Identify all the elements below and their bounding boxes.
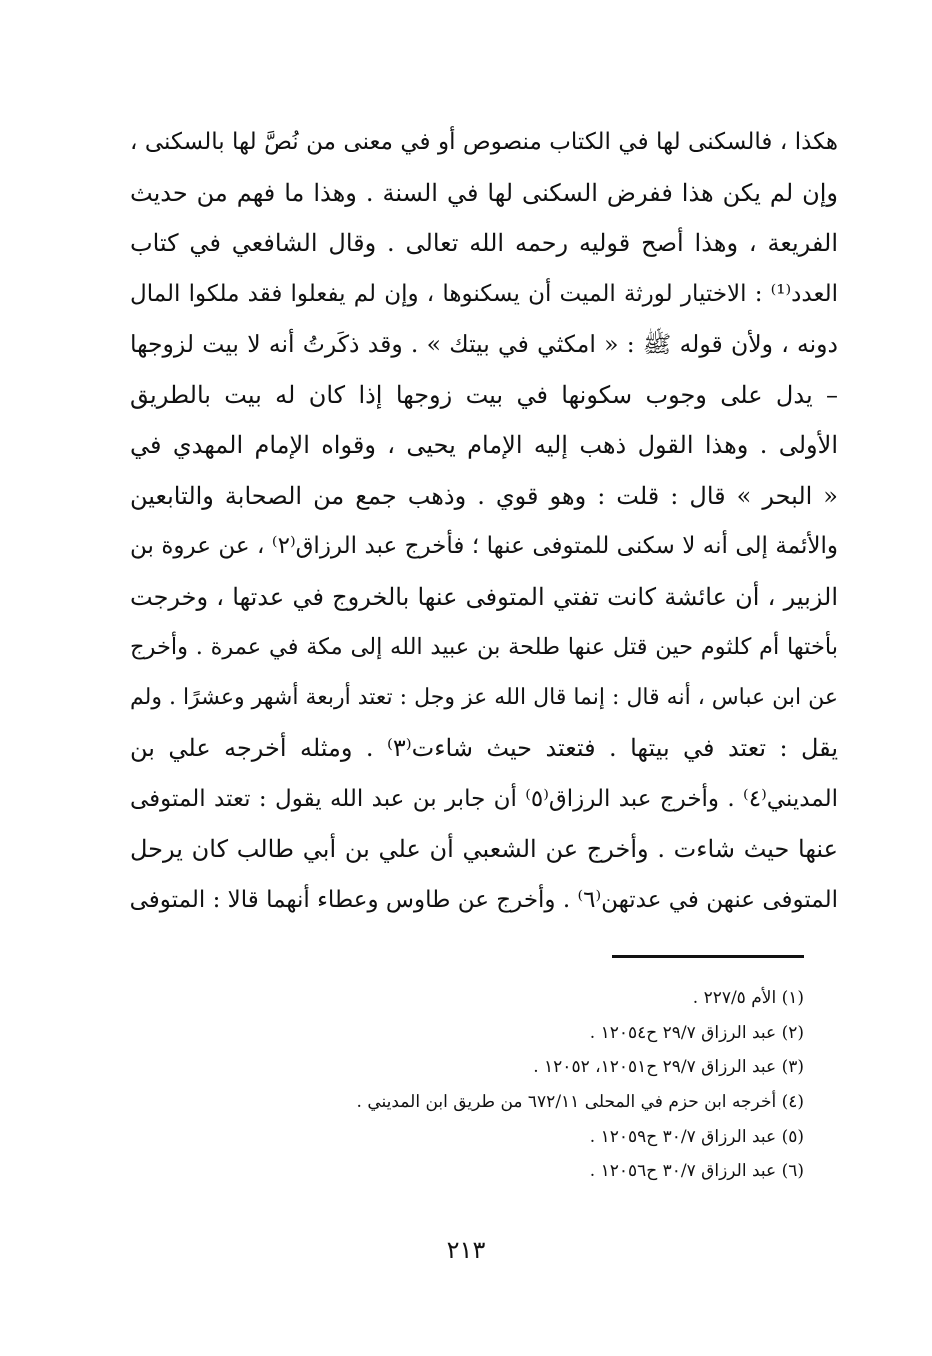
text-line: الزبير ، أن عائشة كانت تفتي المتوفى عنها بالخروج في عدتها ، وخرجت [130, 582, 838, 611]
footnotes [244, 981, 804, 1189]
text-line: عنها حيث شاءت . وأخرج عن الشعبي أن علي بن أبي طالب كان يرحل [130, 835, 838, 863]
footnote-item: (٥) عبد الرزاق ٣٠/٧ ح١٢٠٥٩ . [589, 1126, 804, 1147]
text-line: المتوفى عنهن في عدتهن⁽٦⁾ . وأخرج عن طاوس وعطاء أنهما قالا : المتوفى [130, 886, 838, 913]
footnote-item: (٣) عبد الرزاق ٢٩/٧ ح١٢٠٥١، ١٢٠٥٢ . [533, 1057, 804, 1078]
text-line: هكذا ، فالسكنى لها في الكتاب منصوص أو في معنى من نُصَّ لها بالسكنى ، [130, 129, 838, 155]
text-line: دونه ، ولأن قوله ﷺ : « امكثي في بيتك » . وقد ذكَرتُ أنه لا بيت لزوجها [130, 330, 838, 358]
text-line: الفريعة ، وهذا أصح قوليه رحمه الله تعالى . وقال الشافعي في كتاب [130, 229, 838, 257]
text-line: والأئمة إلى أنه لا سكنى للمتوفى عنها ؛ فأخرج عبد الرزاق⁽٢⁾ ، عن عروة بن [130, 533, 838, 559]
text-line: يقل : تعتد في بيتها . فتعتد حيث شاءت⁽٣⁾ . ومثله أخرجه علي بن [130, 734, 838, 762]
footnote-item: (٢) عبد الرزاق ٢٩/٧ ح١٢٠٥٤ . [589, 1022, 804, 1043]
text-line: « البحر » قال : قلت : وهو قوي . وذهب جمع من الصحابة والتابعين [130, 481, 838, 510]
text-line: العدد⁽¹⁾ : الاختيار لورثة الميت أن يسكنوها ، وإن لم يفعلوا فقد ملكوا المال [130, 280, 838, 307]
text-line: المديني⁽٤⁾ . وأخرج عبد الرزاق⁽٥⁾ أن جابر بن عبد الله يقول : تعتد المتوفى [130, 785, 838, 812]
footnote-item: (٦) عبد الرزاق ٣٠/٧ ح١٢٠٥٦ . [589, 1161, 804, 1182]
footnote-item: (١) الأم ٢٢٧/٥ . [692, 988, 804, 1008]
text-line: وإن لم يكن هذا ففرض السكنى لها في السنة . وهذا ما فهم من حديث [130, 178, 838, 207]
footnote-item: (٤) أخرجه ابن حزم في المحلى ٦٧٢/١١ من طريق ابن المديني . [356, 1092, 804, 1113]
main-text [130, 117, 838, 925]
page-number: ٢١٣ [446, 1236, 486, 1264]
text-line: الأولى . وهذا القول ذهب إليه الإمام يحيى ، وقواه الإمام المهدي في [130, 431, 838, 459]
text-line: بأختها أم كلثوم حين قتل عنها طلحة بن عبيد الله إلى مكة في عمرة . وأخرج [130, 634, 838, 660]
text-line: عن ابن عباس ، أنه قال : إنما قال الله عز وجل : تعتد أربعة أشهر وعشرًا . ولم [130, 684, 838, 710]
footnote-separator [612, 955, 804, 958]
text-line: – يدل على وجوب سكونها في بيت زوجها إذا كان له بيت بالطريق [130, 380, 838, 409]
